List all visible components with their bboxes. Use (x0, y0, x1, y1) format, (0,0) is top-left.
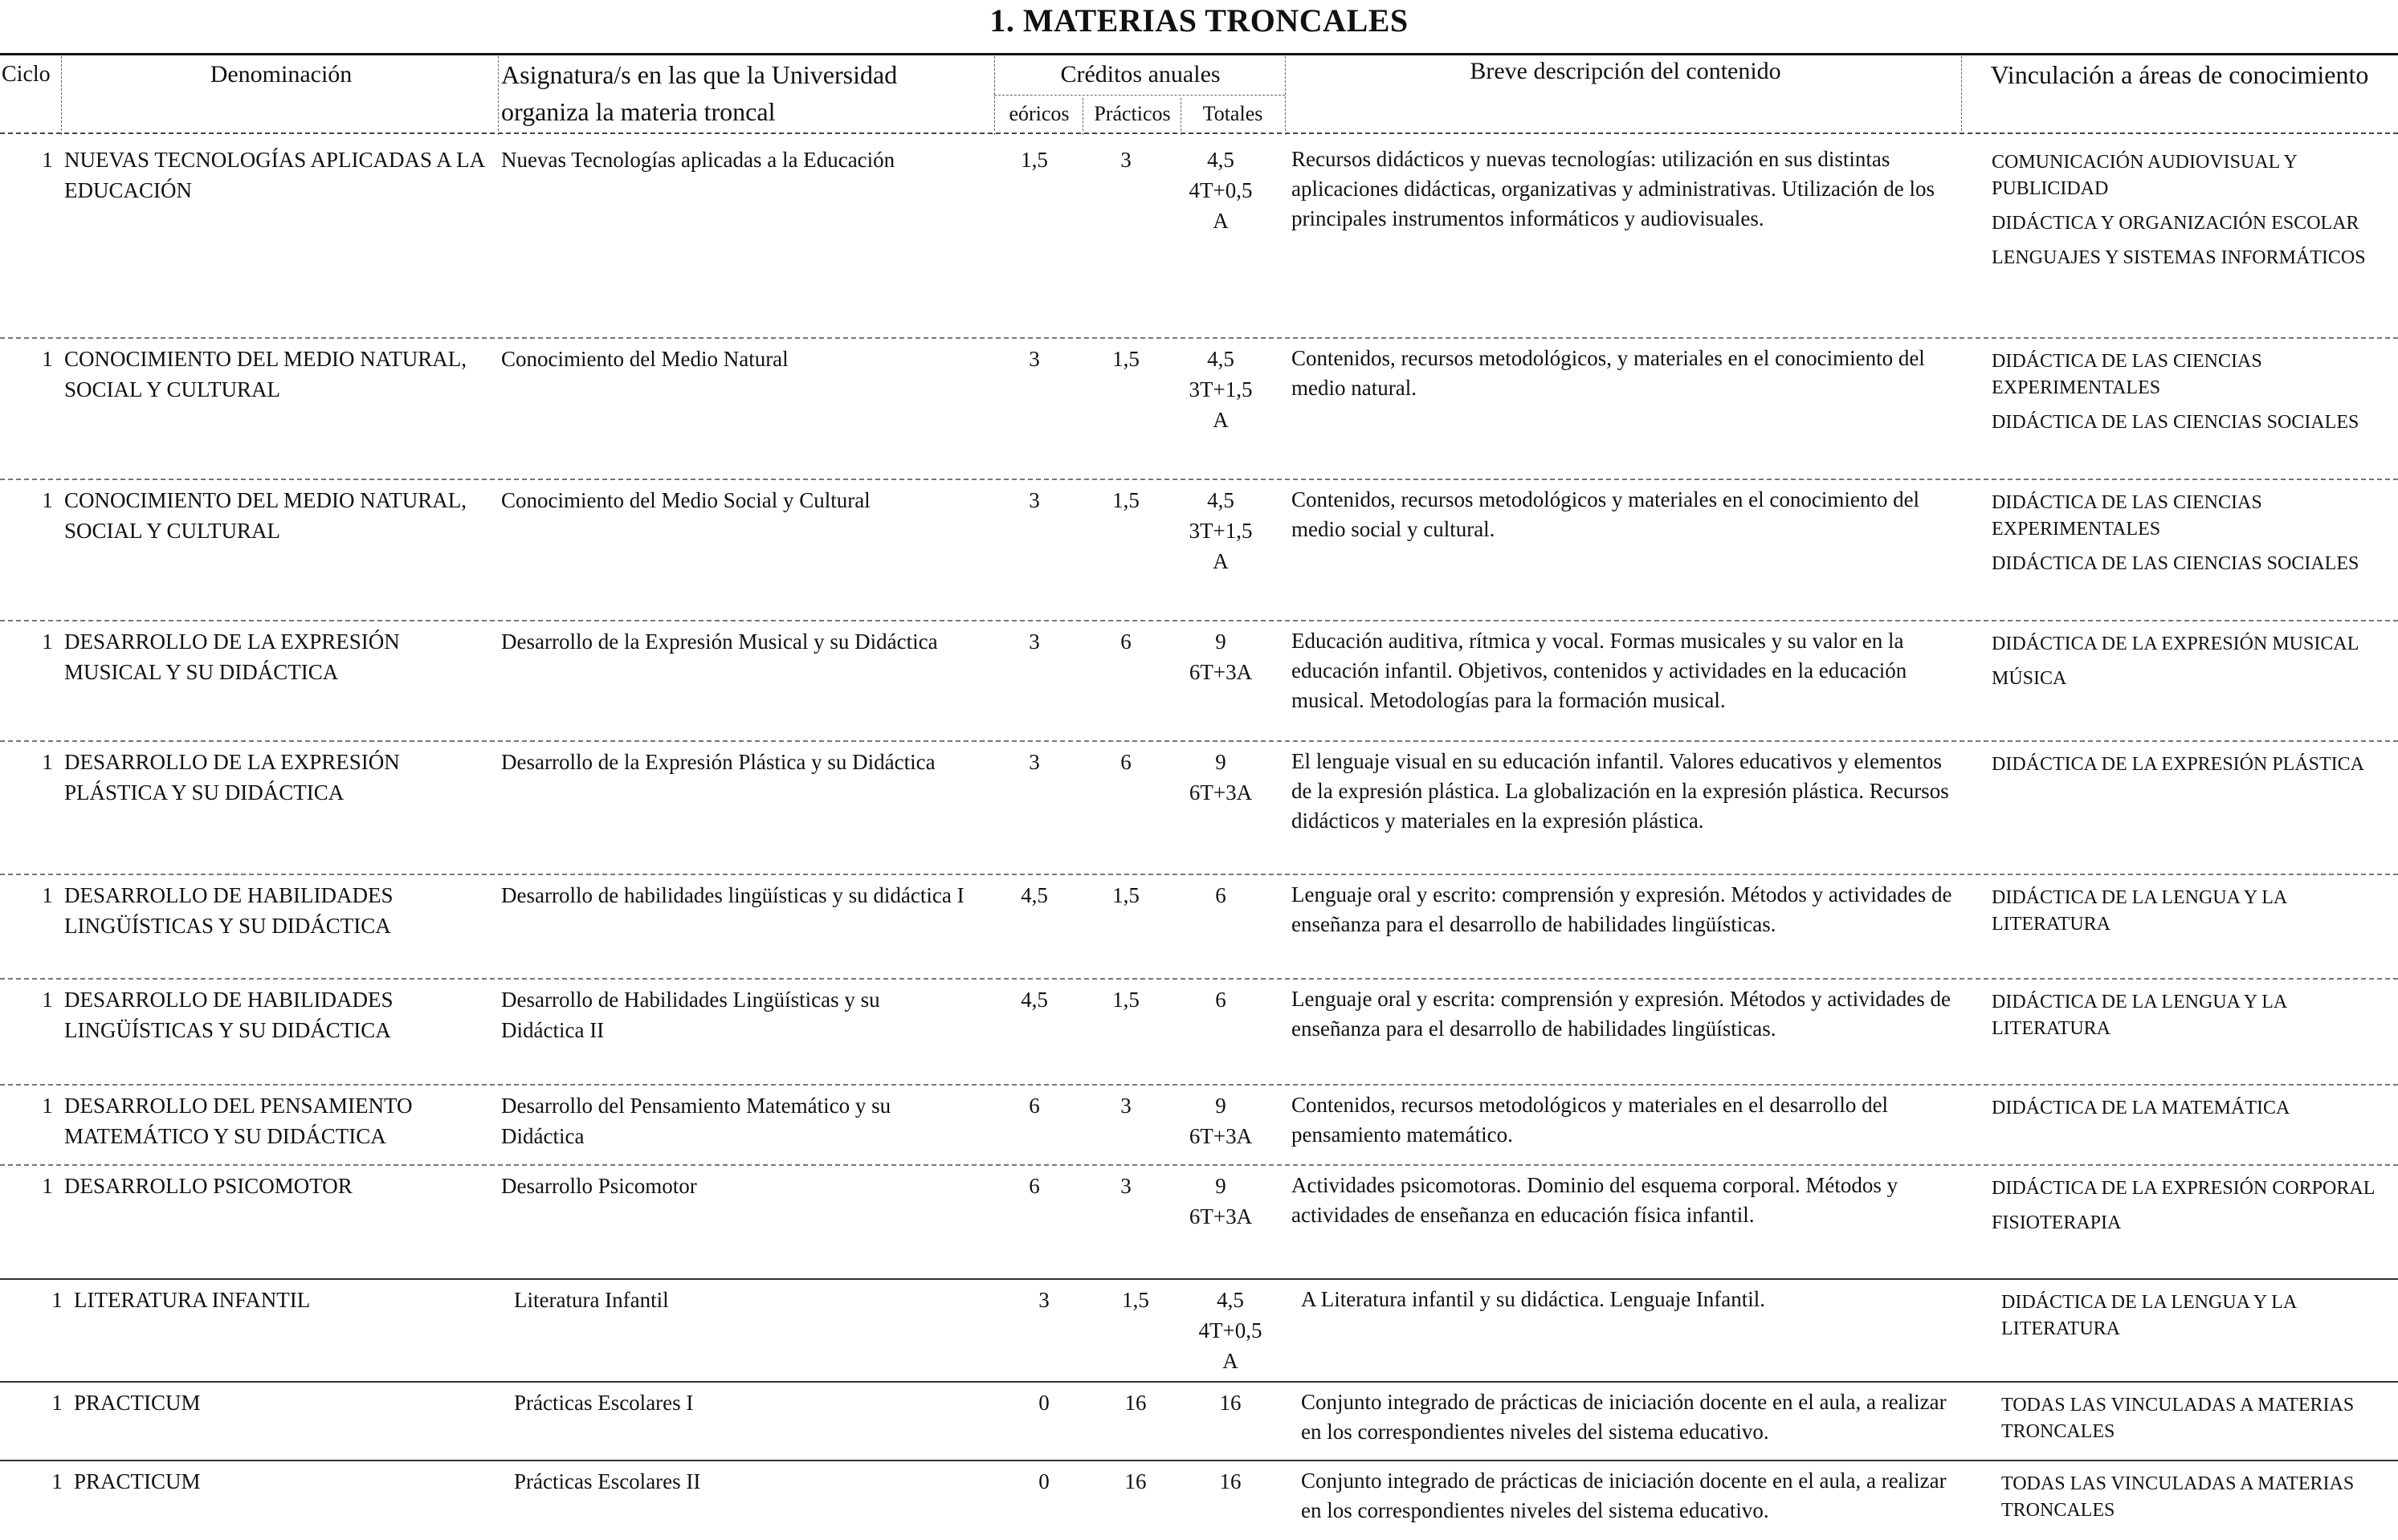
vinculacion-cell (2001, 1471, 2398, 1532)
totales-cell: 4,5 4T+0,5 A (1189, 148, 1253, 233)
row-separator (0, 1278, 2398, 1280)
area-item: DIDÁCTICA DE LAS CIENCIAS EXPERIMENTALES (1992, 492, 2262, 540)
ciclo-cell: 1 (42, 148, 53, 172)
denominacion-cell: DESARROLLO PSICOMOTOR (64, 1174, 353, 1198)
asignatura-cell: Desarrollo de Habilidades Lingüísticas y su Didáctica II (501, 988, 880, 1042)
descripcion-cell: Actividades psicomotoras. Dominio del esquema corporal. Métodos y actividades de enseñanza en educación física infantil. (1291, 1173, 1898, 1227)
header-denominacion: Denominación (210, 61, 353, 88)
totales-cell: 16 (1219, 1469, 1242, 1493)
teoricos-cell: 3 (1029, 629, 1040, 654)
table-row (0, 1278, 2398, 1381)
table-row (0, 620, 2398, 740)
teoricos-cell: 4,5 (1021, 883, 1048, 907)
header-totales: Totales (1202, 102, 1263, 125)
totales-cell: 9 6T+3A (1189, 1174, 1253, 1228)
ciclo-cell: 1 (51, 1469, 63, 1493)
header-ciclo: Ciclo (2, 62, 51, 87)
denominacion-cell: CONOCIMIENTO DEL MEDIO NATURAL, SOCIAL Y CULTURAL (64, 347, 467, 401)
asignatura-cell: Desarrollo de la Expresión Musical y su Didáctica (501, 629, 938, 654)
teoricos-cell: 4,5 (1021, 988, 1048, 1012)
asignatura-cell: Desarrollo Psicomotor (501, 1174, 697, 1198)
totales-cell: 4,5 4T+0,5 A (1198, 1288, 1262, 1373)
descripcion-cell: Contenidos, recursos metodológicos y materiales en el conocimiento del medio social y cultural. (1291, 487, 1920, 541)
teoricos-cell: 0 (1038, 1391, 1050, 1415)
area-item: MÚSICA (1992, 668, 2067, 689)
asignatura-cell: Prácticas Escolares II (514, 1469, 701, 1493)
asignatura-cell: Conocimiento del Medio Social y Cultural (501, 488, 871, 512)
area-item: DIDÁCTICA DE LAS CIENCIAS EXPERIMENTALES (1992, 351, 2262, 398)
vinculacion-cell (1992, 348, 2388, 444)
descripcion-cell: El lenguaje visual en su educación infantil. Valores educativos y elementos de la expresión plástica. La globalización en la expresión plástica. Recursos didácticos y materiales en la expresión plástica. (1291, 749, 1949, 833)
header-teoricos: eóricos (1009, 102, 1070, 125)
descripcion-cell: A Literatura infantil y su didáctica. Lenguaje Infantil. (1301, 1287, 1766, 1311)
ciclo-cell: 1 (42, 988, 53, 1012)
header-divider (1961, 56, 1962, 135)
vinculacion-cell (1992, 885, 2388, 946)
row-separator (0, 1381, 2398, 1383)
practicos-cell: 3 (1120, 1174, 1132, 1198)
vinculacion-cell (2001, 1392, 2398, 1453)
totales-cell: 6 (1215, 883, 1226, 907)
area-item: DIDÁCTICA DE LAS CIENCIAS SOCIALES (1992, 412, 2359, 433)
area-item: DIDÁCTICA DE LA EXPRESIÓN CORPORAL (1992, 1178, 2376, 1199)
denominacion-cell: CONOCIMIENTO DEL MEDIO NATURAL, SOCIAL Y CULTURAL (64, 488, 467, 543)
asignatura-cell: Nuevas Tecnologías aplicadas a la Educación (501, 148, 895, 172)
descripcion-cell: Contenidos, recursos metodológicos, y materiales en el conocimiento del medio natural. (1291, 346, 1925, 400)
practicos-cell: 3 (1120, 1094, 1132, 1118)
totales-cell: 9 6T+3A (1189, 629, 1253, 684)
area-item: DIDÁCTICA Y ORGANIZACIÓN ESCOLAR (1992, 213, 2359, 234)
ciclo-cell: 1 (42, 1094, 53, 1118)
ciclo-cell: 1 (51, 1288, 63, 1312)
teoricos-cell: 0 (1038, 1469, 1050, 1493)
area-item: DIDÁCTICA DE LA MATEMÁTICA (1992, 1098, 2290, 1118)
practicos-cell: 1,5 (1112, 883, 1140, 907)
header-divider (498, 56, 499, 135)
practicos-cell: 6 (1120, 629, 1132, 654)
descripcion-cell: Educación auditiva, rítmica y vocal. Formas musicales y su valor en la educación infantil. Objetivos, contenidos y actividades en la educación musical. Metodologías para la formación musical. (1291, 629, 1907, 712)
asignatura-cell: Desarrollo de la Expresión Plástica y su Didáctica (501, 750, 936, 774)
vinculacion-cell (2001, 1289, 2398, 1351)
header-sub-rule (994, 95, 1285, 96)
vinculacion-cell (1992, 752, 2388, 786)
area-item: FISIOTERAPIA (1992, 1212, 2122, 1233)
teoricos-cell: 3 (1029, 347, 1040, 371)
vinculacion-cell (1992, 490, 2388, 585)
practicos-cell: 1,5 (1112, 988, 1140, 1012)
practicos-cell: 16 (1124, 1391, 1147, 1415)
vinculacion-cell (1992, 989, 2388, 1050)
table-row (0, 337, 2398, 479)
page-title: 1. MATERIAS TRONCALES (989, 2, 1409, 39)
row-separator (0, 1084, 2398, 1086)
asignatura-cell: Literatura Infantil (514, 1288, 669, 1312)
ciclo-cell: 1 (42, 629, 53, 654)
descripcion-cell: Conjunto integrado de prácticas de iniciación docente en el aula, a realizar en los correspondientes niveles del sistema educativo. (1301, 1390, 1947, 1444)
header-divider (994, 56, 995, 135)
descripcion-cell: Recursos didácticos y nuevas tecnologías: utilización en sus distintas aplicaciones didácticas, organizativas y administrativas. Utilización de los principales instrumentos informáticos y audiovisuales. (1291, 147, 1935, 230)
row-separator (0, 740, 2398, 742)
ciclo-cell: 1 (42, 347, 53, 371)
totales-cell: 9 6T+3A (1189, 750, 1253, 805)
header-asignatura: Asignatura/s en las que la Universidad organiza la materia troncal (501, 60, 898, 126)
ciclo-cell: 1 (51, 1391, 63, 1415)
totales-cell: 4,5 3T+1,5 A (1189, 347, 1253, 432)
area-item: TODAS LAS VINCULADAS A MATERIAS TRONCALES (2001, 1473, 2355, 1521)
vinculacion-cell (1992, 149, 2388, 279)
header-vinculacion: Vinculación a áreas de conocimiento (1990, 60, 2369, 89)
descripcion-cell: Conjunto integrado de prácticas de iniciación docente en el aula, a realizar en los correspondientes niveles del sistema educativo. (1301, 1469, 1947, 1522)
area-item: TODAS LAS VINCULADAS A MATERIAS TRONCALES (2001, 1395, 2355, 1442)
descripcion-cell: Contenidos, recursos metodológicos y materiales en el desarrollo del pensamiento matemático. (1291, 1093, 1889, 1147)
header-top-rule (0, 53, 2398, 55)
area-item: DIDÁCTICA DE LA LENGUA Y LA LITERATURA (2001, 1292, 2296, 1339)
denominacion-cell: DESARROLLO DE LA EXPRESIÓN PLÁSTICA Y SU DIDÁCTICA (64, 750, 400, 805)
header-creditos: Créditos anuales (1060, 61, 1221, 88)
area-item: DIDÁCTICA DE LA LENGUA Y LA LITERATURA (1992, 887, 2286, 935)
teoricos-cell: 3 (1038, 1288, 1050, 1312)
asignatura-cell: Desarrollo del Pensamiento Matemático y su Didáctica (501, 1094, 891, 1148)
totales-cell: 4,5 3T+1,5 A (1189, 488, 1253, 573)
vinculacion-cell (1992, 1095, 2388, 1130)
teoricos-cell: 1,5 (1021, 148, 1048, 172)
denominacion-cell: LITERATURA INFANTIL (74, 1288, 311, 1312)
asignatura-cell: Conocimiento del Medio Natural (501, 347, 789, 371)
row-separator (0, 337, 2398, 339)
denominacion-cell: DESARROLLO DEL PENSAMIENTO MATEMÁTICO Y SU DIDÁCTICA (64, 1094, 413, 1148)
area-item: COMUNICACIÓN AUDIOVISUAL Y PUBLICIDAD (1992, 152, 2297, 199)
row-separator (0, 1164, 2398, 1166)
row-separator (0, 620, 2398, 621)
practicos-cell: 1,5 (1112, 347, 1140, 371)
table-row (0, 874, 2398, 978)
area-item: DIDÁCTICA DE LA LENGUA Y LA LITERATURA (1992, 992, 2286, 1039)
ciclo-cell: 1 (42, 1174, 53, 1198)
vinculacion-cell (1992, 631, 2388, 700)
denominacion-cell: DESARROLLO DE HABILIDADES LINGÜÍSTICAS Y SU DIDÁCTICA (64, 988, 394, 1042)
practicos-cell: 6 (1120, 750, 1132, 774)
totales-cell: 9 6T+3A (1189, 1094, 1253, 1148)
area-item: DIDÁCTICA DE LAS CIENCIAS SOCIALES (1992, 553, 2359, 574)
ciclo-cell: 1 (42, 488, 53, 512)
header-divider (1285, 56, 1286, 135)
header-descripcion: Breve descripción del contenido (1470, 58, 1781, 84)
row-separator (0, 874, 2398, 875)
practicos-cell: 1,5 (1112, 488, 1140, 512)
table-row (0, 1164, 2398, 1278)
row-separator (0, 978, 2398, 980)
descripcion-cell: Lenguaje oral y escrito: comprensión y expresión. Métodos y actividades de enseñanza para el desarrollo de habilidades lingüísticas. (1291, 882, 1952, 936)
ciclo-cell: 1 (42, 750, 53, 774)
table-row (0, 138, 2398, 337)
table-row (0, 479, 2398, 620)
table-row (0, 1460, 2398, 1538)
teoricos-cell: 6 (1029, 1174, 1040, 1198)
table-row (0, 978, 2398, 1084)
practicos-cell: 16 (1124, 1469, 1147, 1493)
area-item: DIDÁCTICA DE LA EXPRESIÓN PLÁSTICA (1992, 754, 2365, 775)
area-item: LENGUAJES Y SISTEMAS INFORMÁTICOS (1992, 247, 2366, 268)
area-item: DIDÁCTICA DE LA EXPRESIÓN MUSICAL (1992, 634, 2359, 654)
table-row (0, 1084, 2398, 1164)
descripcion-cell: Lenguaje oral y escrita: comprensión y expresión. Métodos y actividades de enseñanza para el desarrollo de habilidades lingüísticas. (1291, 987, 1951, 1041)
denominacion-cell: PRACTICUM (74, 1469, 201, 1493)
ciclo-cell: 1 (42, 883, 53, 907)
denominacion-cell: PRACTICUM (74, 1391, 201, 1415)
asignatura-cell: Prácticas Escolares I (514, 1391, 694, 1415)
practicos-cell: 3 (1120, 148, 1132, 172)
totales-cell: 6 (1215, 988, 1226, 1012)
teoricos-cell: 3 (1029, 488, 1040, 512)
teoricos-cell: 6 (1029, 1094, 1040, 1118)
denominacion-cell: NUEVAS TECNOLOGÍAS APLICADAS A LA EDUCACIÓN (64, 148, 484, 202)
practicos-cell: 1,5 (1122, 1288, 1149, 1312)
table-row (0, 1381, 2398, 1460)
denominacion-cell: DESARROLLO DE HABILIDADES LINGÜÍSTICAS Y SU DIDÁCTICA (64, 883, 394, 938)
teoricos-cell: 3 (1029, 750, 1040, 774)
totales-cell: 16 (1219, 1391, 1242, 1415)
vinculacion-cell (1992, 1175, 2388, 1245)
header-practicos: Prácticos (1094, 102, 1171, 125)
header-bottom-rule (0, 132, 2398, 134)
header-divider (61, 56, 62, 135)
row-separator (0, 1460, 2398, 1461)
row-separator (0, 479, 2398, 480)
asignatura-cell: Desarrollo de habilidades lingüísticas y su didáctica I (501, 883, 965, 907)
denominacion-cell: DESARROLLO DE LA EXPRESIÓN MUSICAL Y SU DIDÁCTICA (64, 629, 400, 684)
table-row (0, 740, 2398, 874)
